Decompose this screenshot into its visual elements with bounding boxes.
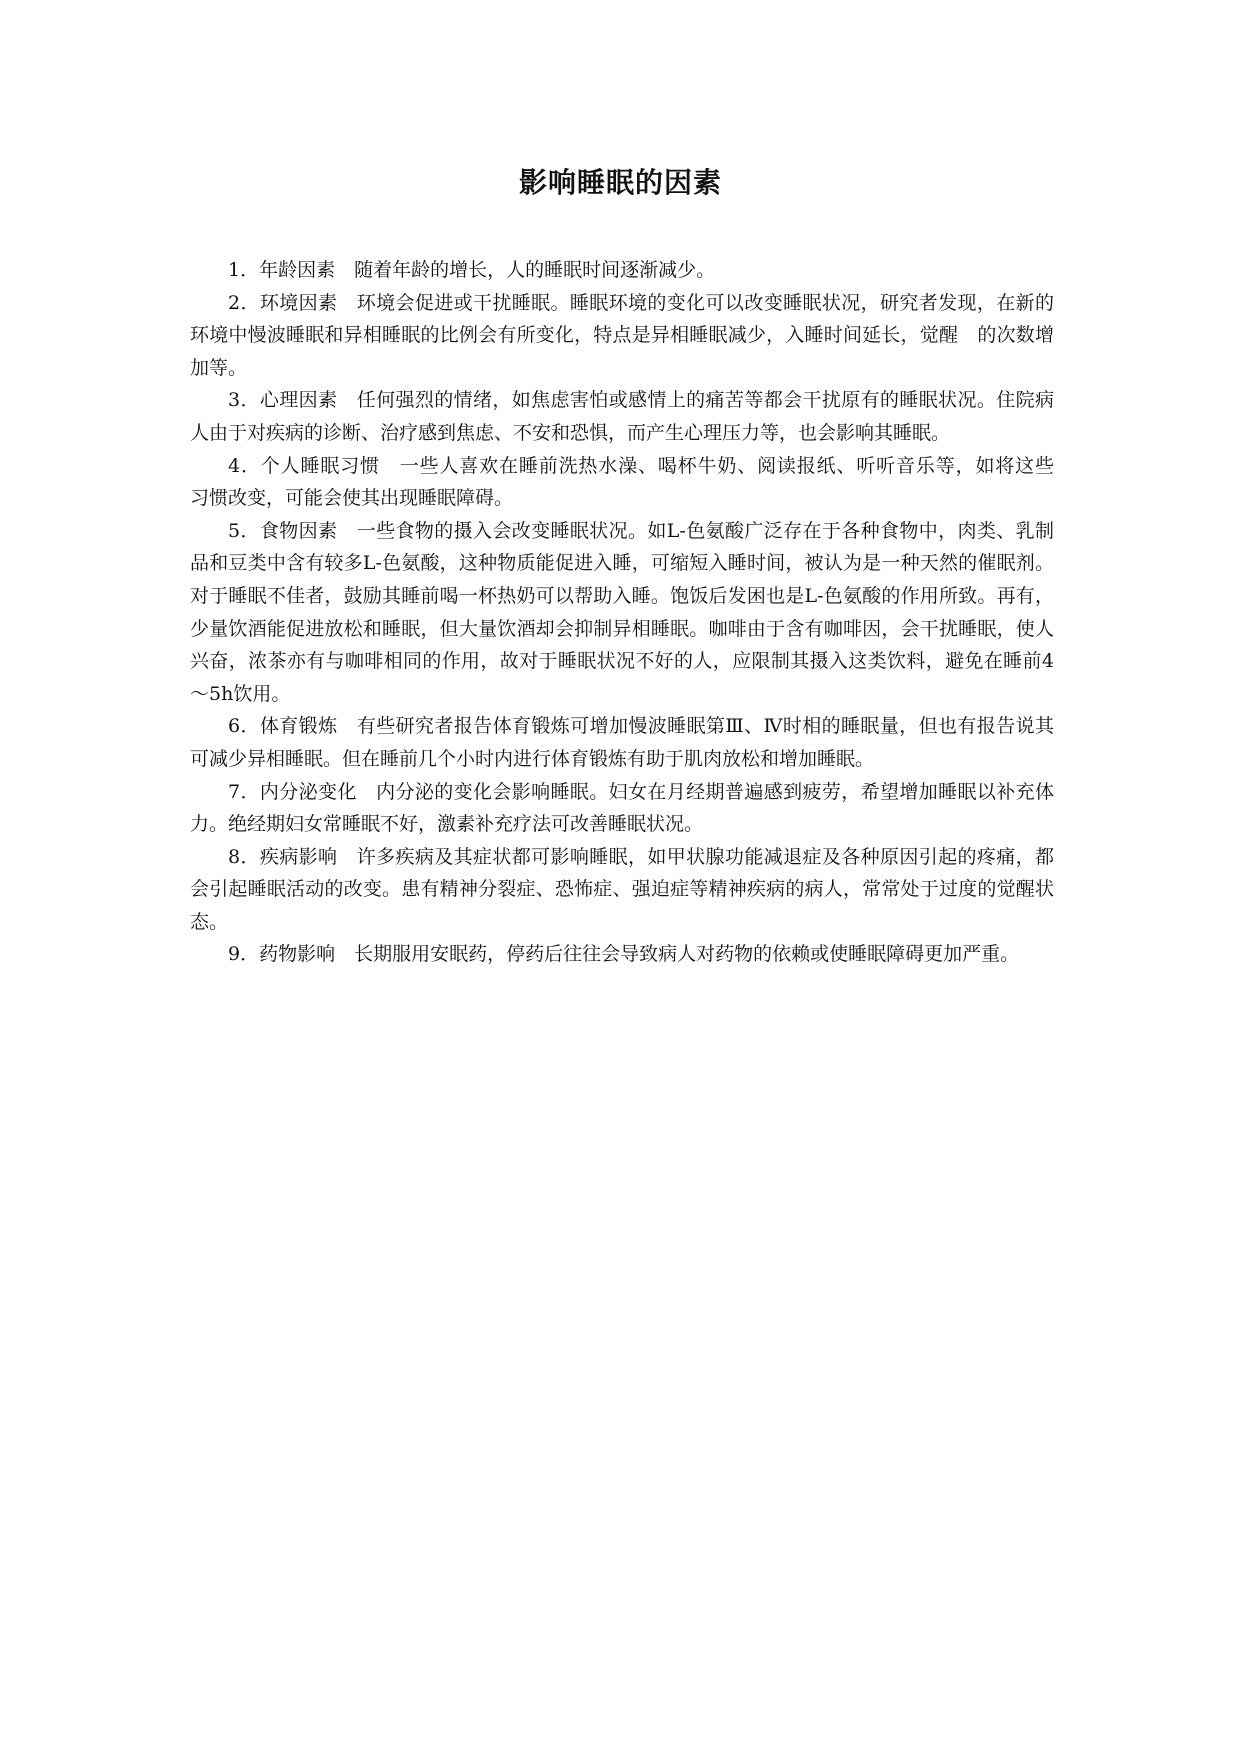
document-body	[190, 254, 1074, 971]
paragraph-physical-exercise: 6．体育锻炼 有些研究者报告体育锻炼可增加慢波睡眠第Ⅲ、Ⅳ时相的睡眠量，但也有报告说其可减少异相睡眠。但在睡前几个小时内进行体育锻炼有助于肌肉放松和增加睡眠。	[190, 715, 1054, 770]
paragraph-age-factor: 1．年龄因素 随着年龄的增长，人的睡眠时间逐渐减少。	[228, 259, 716, 281]
document-title: 影响睡眠的因素	[518, 166, 722, 199]
paragraph-environment-factor: 2．环境因素 环境会促进或干扰睡眠。睡眠环境的变化可以改变睡眠状况，研究者发现，在新的环境中慢波睡眠和异相睡眠的比例会有所变化，特点是异相睡眠减少，入睡时间延长，觉醒 的次数增加等。	[190, 291, 1054, 379]
paragraph-food-factor: 5．食物因素 一些食物的摄入会改变睡眠状况。如L-色氨酸广泛存在于各种食物中，肉类、乳制品和豆类中含有较多L-色氨酸，这种物质能促进入睡，可缩短入睡时间，被认为是一种天然的催眠剂。对于睡眠不佳者，鼓励其睡前喝一杯热奶可以帮助入睡。饱饭后发困也是L-色氨酸的作用所致。再有，少量饮酒能促进放松和睡眠，但大量饮酒却会抑制异相睡眠。咖啡由于含有咖啡因，会干扰睡眠，使人兴奋，浓茶亦有与咖啡相同的作用，故对于睡眠状况不好的人，应限制其摄入这类饮料，避免在睡前4～5h饮用。	[190, 519, 1054, 705]
paragraph-drug-influence: 9．药物影响 长期服用安眠药，停药后往往会导致病人对药物的依赖或使睡眠障碍更加严重。	[228, 943, 1020, 966]
paragraph-sleep-habits: 4．个人睡眠习惯 一些人喜欢在睡前洗热水澡、喝杯牛奶、阅读报纸、听听音乐等，如将这些 习惯改变，可能会使其出现睡眠障碍。	[190, 454, 1074, 510]
paragraph-disease-influence: 8．疾病影响 许多疾病及其症状都可影响睡眠，如甲状腺功能减退症及各种原因引起的疼痛，都会引起睡眠活动的改变。患有精神分裂症、恐怖症、强迫症等精神疾病的病人，常常处于过度的觉醒状态。	[190, 845, 1054, 933]
paragraph-psychological-factor: 3．心理因素 任何强烈的情绪，如焦虑害怕或感情上的痛苦等都会干扰原有的睡眠状况。住院病人由于对疾病的诊断、治疗感到焦虑、不安和恐惧，而产生心理压力等，也会影响其睡眠。	[190, 389, 1054, 444]
paragraph-endocrine-changes: 7．内分泌变化 内分泌的变化会影响睡眠。妇女在月经期普遍感到疲劳，希望增加睡眠以补充体力。绝经期妇女常睡眠不好，激素补充疗法可改善睡眠状况。	[190, 780, 1054, 836]
